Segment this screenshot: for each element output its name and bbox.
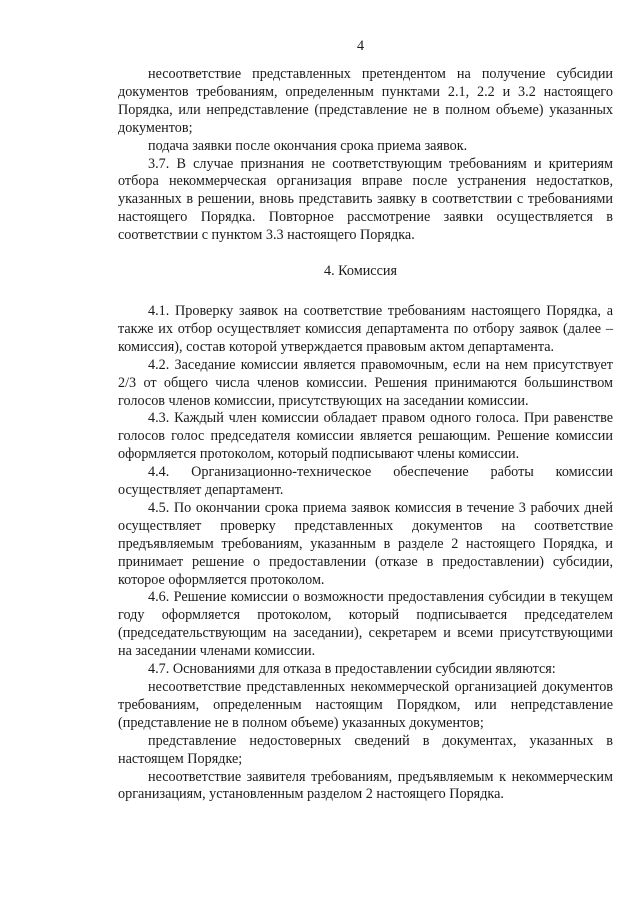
page-number: 4	[356, 38, 365, 54]
paragraph-4-4: 4.4. Организационно-техническое обеспечение работы комиссии осуществляет департамент.	[118, 464, 613, 499]
paragraph-4-2: 4.2. Заседание комиссии является правомочным, если на нем присутствует 2/3 от общего числа членов комиссии. Решения принимаются большинством голосов членов комиссии, присутствующих на заседании комиссии.	[118, 356, 613, 409]
paragraph-4-6: 4.6. Решение комиссии о возможности предоставления субсидии в текущем году оформляется протоколом, который подписывается председателем (председательствующим на заседании), секретарем и всеми присутствующими на заседании членами комиссии.	[118, 589, 613, 660]
paragraph-noncompliance: несоответствие представленных претендентом на получение субсидии документов требованиям, определенным пунктами 2.1, 2.2 и 3.2 настоящего Порядка, или непредставление (представление не в полном объеме) указанных документов;	[118, 66, 613, 136]
paragraph-4-5: 4.5. По окончании срока приема заявок комиссия в течение 3 рабочих дней осуществляет проверку представленных документов на соответствие предъявляемым требованиям, указанным в разделе 2 настоящего Порядка, и принимает решение о предоставлении (отказе в предоставлении) субсидии, которое оформляется протоколом.	[118, 499, 613, 588]
paragraph-4-1: 4.1. Проверку заявок на соответствие требованиям настоящего Порядка, а также их отбор осуществляет комиссия департамента по отбору заявок (далее – комиссия), состав которой утверждается правовым актом департамента.	[118, 302, 613, 355]
section-heading: 4. Комиссия	[323, 263, 398, 280]
paragraph-4-7: 4.7. Основаниями для отказа в предоставлении субсидии являются:	[148, 661, 556, 678]
paragraph-refusal-ground-3: несоответствие заявителя требованиям, предъявляемым к некоммерческим организациям, установленным разделом 2 настоящего Порядка.	[118, 768, 613, 803]
paragraph-4-3: 4.3. Каждый член комиссии обладает правом одного голоса. При равенстве голосов голос председателя комиссии является решающим. Решение комиссии оформляется протоколом, который подписывают члены комиссии.	[118, 410, 613, 463]
paragraph-refusal-ground-1: несоответствие представленных некоммерческой организацией документов требованиям, определенным настоящим Порядком, или непредставление (представление не в полном объеме) указанных документов;	[118, 679, 613, 731]
paragraph-3-7: 3.7. В случае признания не соответствующим требованиям и критериям отбора некоммерческая организация вправе после устранения недостатков, указанных в решении, вновь представить заявку в соответствии с требованиями настоящего Порядка. Повторное рассмотрение заявки осуществляется в соответствии с пунктом 3.3 настоящего Порядка.	[118, 155, 613, 244]
paragraph-late-submission: подача заявки после окончания срока приема заявок.	[148, 137, 468, 154]
paragraph-refusal-ground-2: представление недостоверных сведений в документах, указанных в настоящем Порядке;	[118, 732, 613, 767]
